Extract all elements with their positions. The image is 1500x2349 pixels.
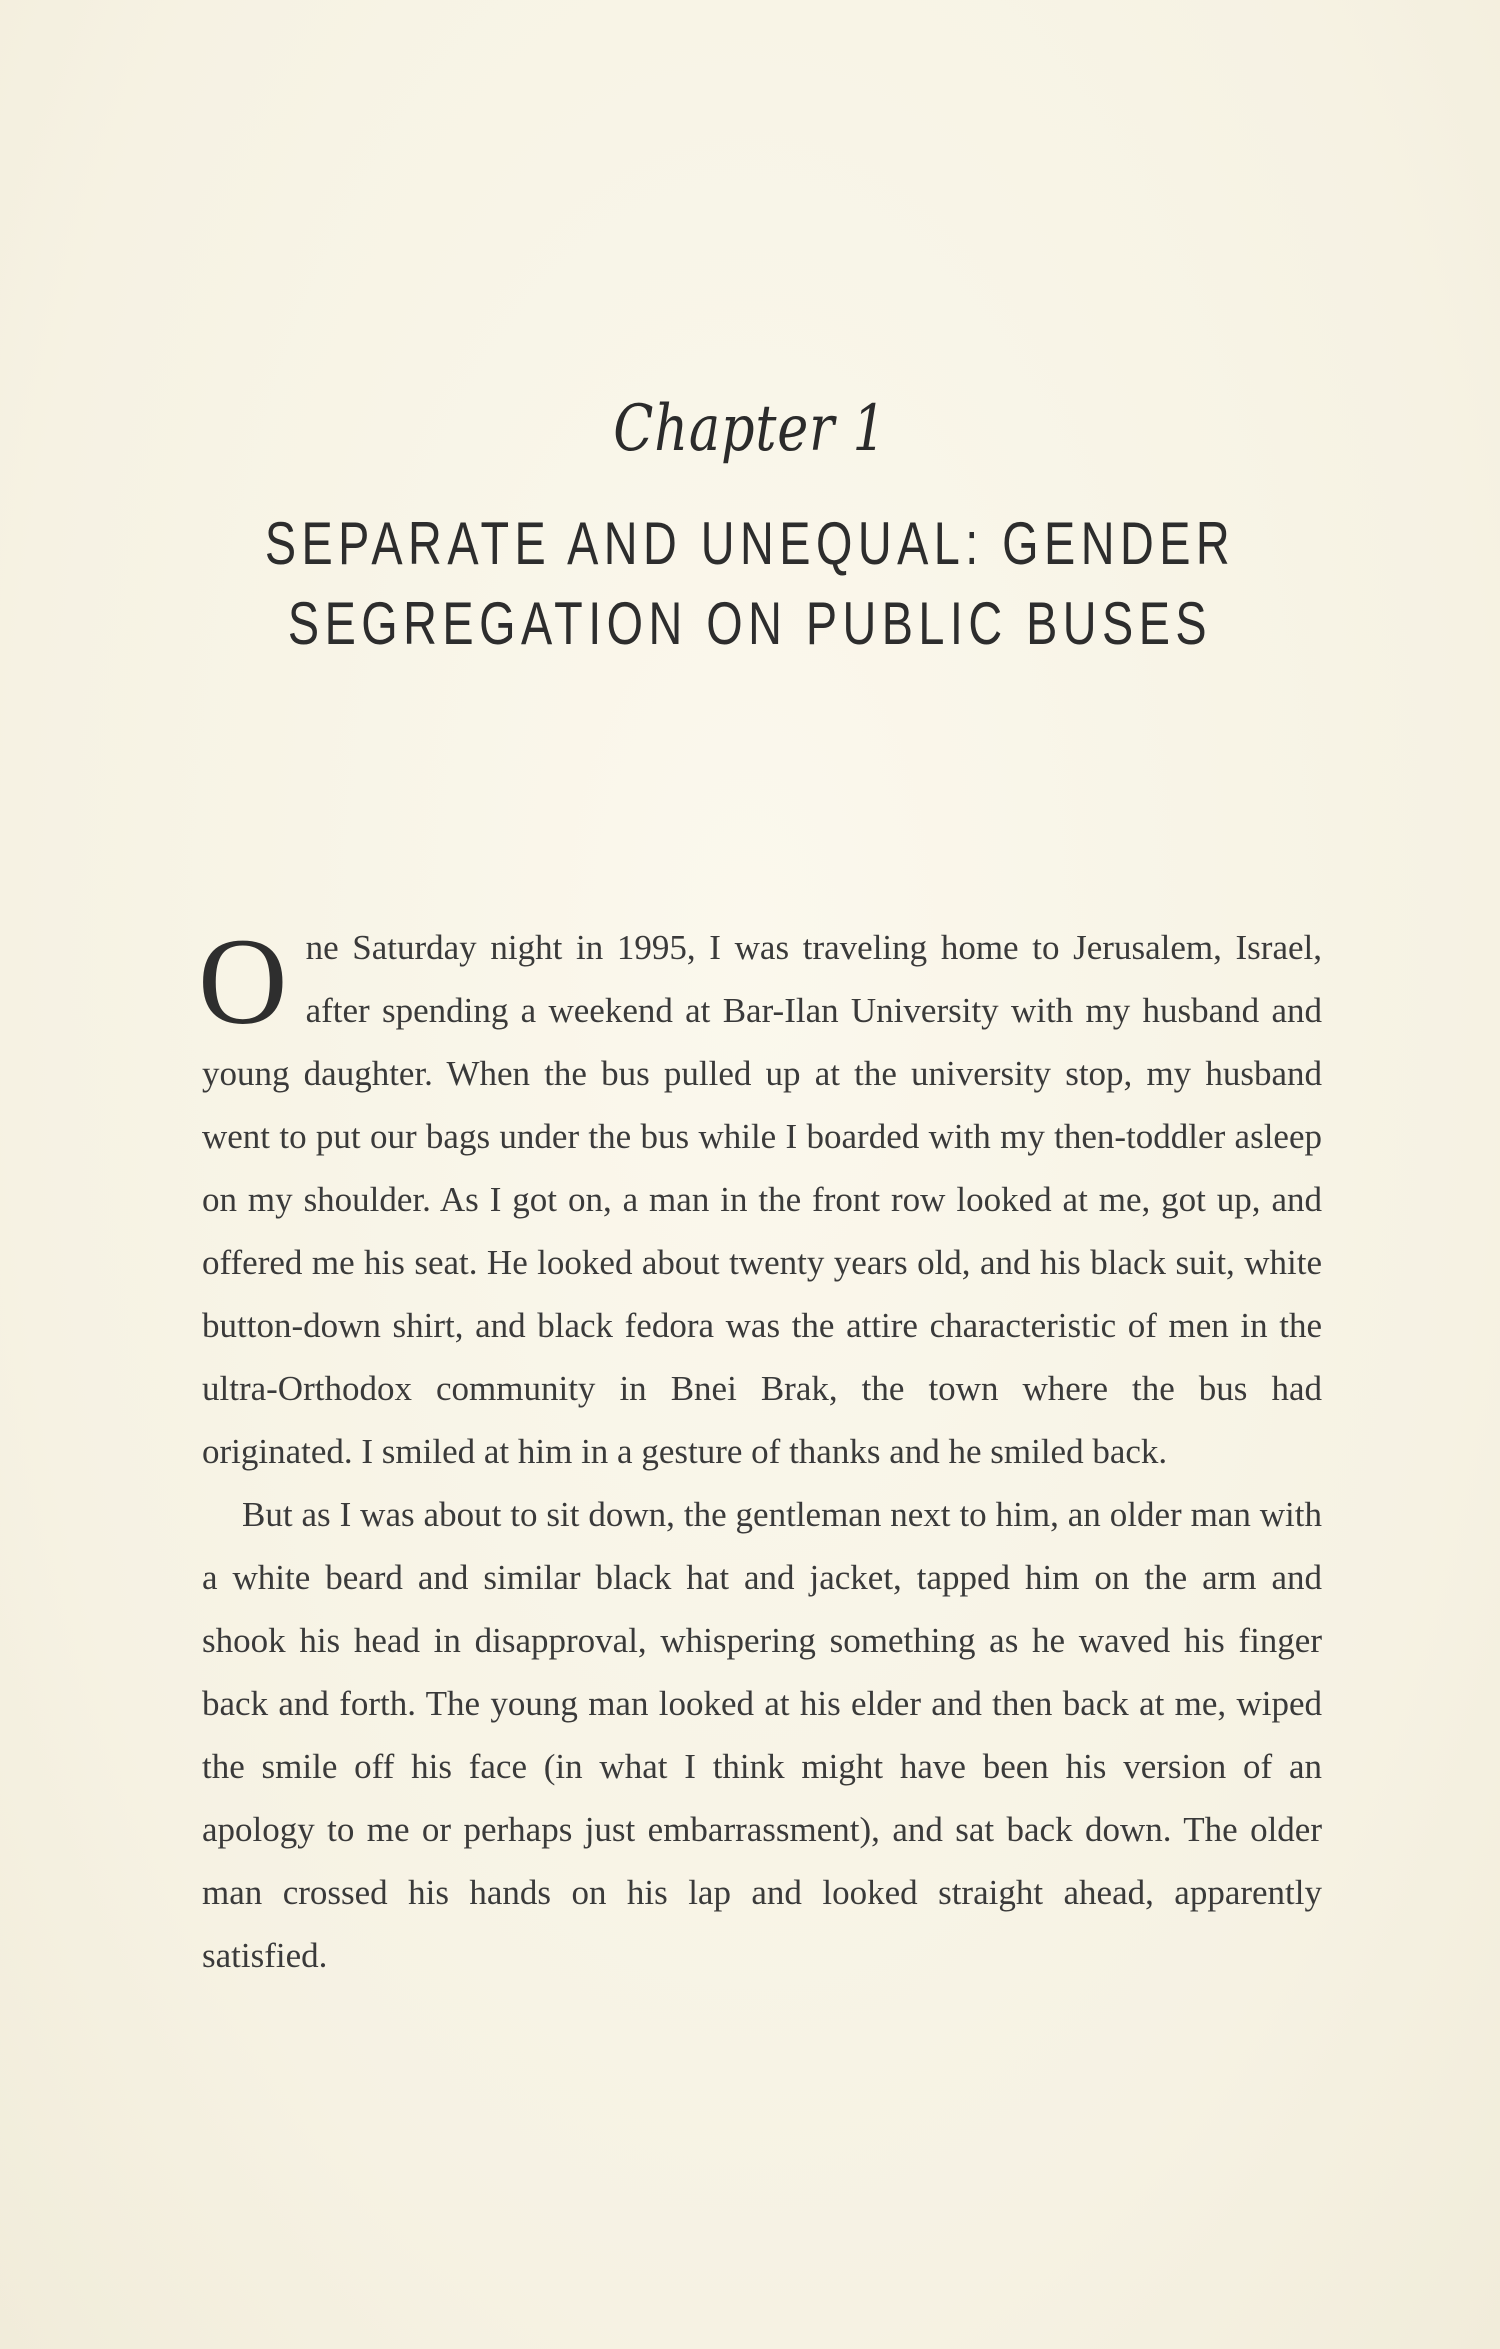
drop-cap: O	[198, 913, 288, 1050]
paragraph-1	[198, 913, 1322, 1483]
paragraph-2: But as I was about to sit down, the gentleman next to him, an older man with a white beard and similar black hat and jacket, tapped him on the arm and shook his head in disapproval, whispering something as he waved his finger back and forth. The young man looked at his elder and then back at me, wiped the smile off his face (in what I think might have been his version of an apology to me or perhaps just embarrassment), and sat back down. The older man crossed his hands on his lap and looked straight ahead, apparently satisfied.	[202, 1495, 1322, 1975]
body-text	[198, 913, 1322, 1987]
chapter-title-line-1: SEPARATE AND UNEQUAL: GENDER	[264, 510, 1236, 577]
chapter-title-line-2: SEGREGATION ON PUBLIC BUSES	[287, 590, 1213, 657]
paragraph-1-text: ne Saturday night in 1995, I was traveling home to Jerusalem, Israel, after spending a weekend at Bar-Ilan University with my husband and young daughter. When the bus pulled up at the university stop, my husband went to put our bags under the bus while I boarded with my then-toddler asleep on my shoulder. As I got on, a man in the front row looked at me, got up, and offered me his seat. He looked about twenty years old, and his black suit, white button-down shirt, and black fedora was the attire characteristic of men in the ultra-Orthodox community in Bnei Brak, the town where the bus had originated. I smiled at him in a gesture of thanks and he smiled back.	[202, 928, 1322, 1471]
chapter-label: Chapter 1	[613, 392, 887, 466]
chapter-title	[165, 504, 1335, 664]
